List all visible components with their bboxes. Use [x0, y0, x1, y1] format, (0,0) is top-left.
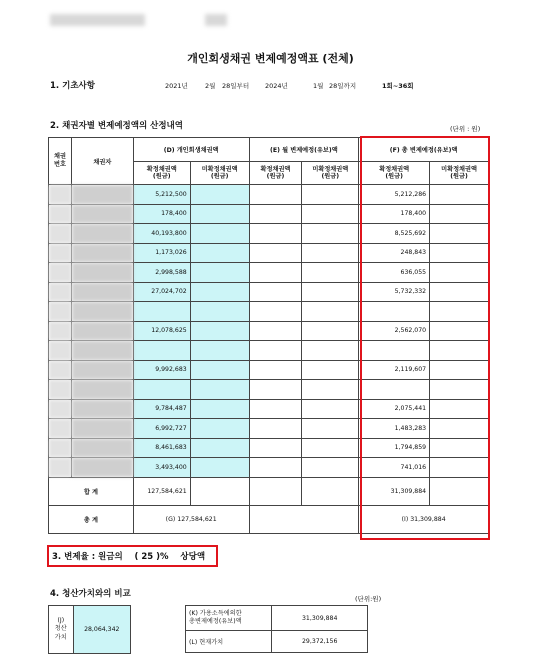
row-creditor [71, 282, 133, 302]
row-f-confirmed: 2,119,607 [359, 360, 430, 380]
row-e-confirmed [249, 341, 302, 361]
row-creditor [71, 458, 133, 478]
row-d-confirmed: 12,078,625 [133, 321, 190, 341]
highlight-column-F [360, 136, 490, 540]
row-d-confirmed: 9,784,487 [133, 399, 190, 419]
row-number [49, 243, 72, 263]
row-d-unconfirmed [190, 204, 249, 224]
row-number [49, 438, 72, 458]
row-d-unconfirmed [190, 243, 249, 263]
subtotal-d: 127,584,621 [133, 477, 190, 505]
row-e-confirmed [249, 321, 302, 341]
row-e-unconfirmed [302, 360, 359, 380]
row-number [49, 321, 72, 341]
row-number [49, 458, 72, 478]
row-creditor [71, 419, 133, 439]
row-creditor [71, 438, 133, 458]
row-d-confirmed: 178,400 [133, 204, 190, 224]
page-title: 개인회생채권 변제예정액표 (전체) [187, 52, 354, 65]
row-e-confirmed [249, 399, 302, 419]
row-f-confirmed: 8,525,692 [359, 224, 430, 244]
period-end-month: 1월 [313, 82, 324, 90]
row-d-unconfirmed [190, 263, 249, 283]
row-creditor [71, 341, 133, 361]
row-number [49, 341, 72, 361]
header-E: (E) 월 변제예정(유보)액 [249, 138, 359, 162]
row-d-unconfirmed [190, 185, 249, 205]
row-e-confirmed [249, 360, 302, 380]
row-creditor [71, 204, 133, 224]
row-creditor [71, 321, 133, 341]
row-d-confirmed: 40,193,800 [133, 224, 190, 244]
row-f-confirmed: 178,400 [359, 204, 430, 224]
row-d-unconfirmed [190, 438, 249, 458]
row-number [49, 185, 72, 205]
row-number [49, 419, 72, 439]
header-D-confirmed: 확정채권액 (원금) [133, 162, 190, 185]
row-d-unconfirmed [190, 224, 249, 244]
row-e-unconfirmed [302, 302, 359, 322]
row-e-confirmed [249, 282, 302, 302]
row-e-unconfirmed [302, 399, 359, 419]
row-number [49, 282, 72, 302]
header-D: (D) 개인회생채권액 [133, 138, 249, 162]
header-F-confirmed: 확정채권액 (원금) [359, 162, 430, 185]
row-d-unconfirmed [190, 419, 249, 439]
row-f-confirmed: 1,794,859 [359, 438, 430, 458]
row-d-confirmed: 3,493,400 [133, 458, 190, 478]
row-d-unconfirmed [190, 399, 249, 419]
section-3-rate: 3. 변제율 : 원금의 ( 25 )% 상당액 [52, 552, 206, 562]
row-e-confirmed [249, 380, 302, 400]
row-e-confirmed [249, 204, 302, 224]
section-2-title: 2. 채권자별 변제예정액의 산정내역 [50, 121, 183, 131]
liquidation-value: 28,064,342 [73, 606, 130, 654]
row-d-unconfirmed [190, 380, 249, 400]
row-e-confirmed [249, 185, 302, 205]
period-end-day: 28일까지 [329, 82, 357, 90]
row-e-unconfirmed [302, 341, 359, 361]
row-d-unconfirmed [190, 282, 249, 302]
liquidation-label: (J) 청산 가치 [49, 606, 74, 654]
header-E-unconfirmed: 미확정채권액 (원금) [302, 162, 359, 185]
row-d-unconfirmed [190, 321, 249, 341]
redacted-header-left [50, 14, 145, 26]
row-creditor [71, 185, 133, 205]
row-creditor [71, 380, 133, 400]
row-creditor [71, 243, 133, 263]
header-D-unconfirmed: 미확정채권액 (원금) [190, 162, 249, 185]
row-creditor [71, 263, 133, 283]
row-f-confirmed: 248,843 [359, 243, 430, 263]
k-value: 31,309,884 [272, 606, 368, 631]
row-e-unconfirmed [302, 380, 359, 400]
row-e-confirmed [249, 438, 302, 458]
row-e-confirmed [249, 263, 302, 283]
section-4-title: 4. 청산가치와의 비교 [50, 589, 131, 599]
row-d-unconfirmed [190, 360, 249, 380]
row-e-unconfirmed [302, 263, 359, 283]
period-start-day: 28일부터 [222, 82, 250, 90]
row-d-confirmed: 6,992,727 [133, 419, 190, 439]
row-number [49, 224, 72, 244]
row-creditor [71, 302, 133, 322]
row-number [49, 302, 72, 322]
row-f-confirmed: 636,055 [359, 263, 430, 283]
row-number [49, 263, 72, 283]
subtotal-label: 합 계 [49, 477, 134, 505]
row-d-unconfirmed [190, 341, 249, 361]
row-d-confirmed: 2,998,588 [133, 263, 190, 283]
header-number: 채권 번호 [49, 138, 72, 185]
period-end-year: 2024년 [265, 82, 288, 90]
header-E-confirmed: 확정채권액 (원금) [249, 162, 302, 185]
row-number [49, 380, 72, 400]
row-d-confirmed: 1,173,026 [133, 243, 190, 263]
header-F: (F) 총 변제예정(유보)액 [359, 138, 489, 162]
row-e-unconfirmed [302, 419, 359, 439]
row-creditor [71, 360, 133, 380]
row-e-unconfirmed [302, 321, 359, 341]
header-creditor: 채권자 [71, 138, 133, 185]
l-value: 29,372,156 [272, 631, 368, 653]
row-creditor [71, 224, 133, 244]
row-f-confirmed: 2,562,070 [359, 321, 430, 341]
row-e-unconfirmed [302, 204, 359, 224]
row-e-confirmed [249, 224, 302, 244]
subtotal-f: 31,309,884 [359, 477, 430, 505]
row-f-confirmed: 2,075,441 [359, 399, 430, 419]
row-e-unconfirmed [302, 243, 359, 263]
row-d-confirmed [133, 341, 190, 361]
comparison-table [185, 605, 368, 653]
row-f-confirmed: 741,016 [359, 458, 430, 478]
l-label: (L) 현재가치 [186, 631, 272, 653]
row-d-unconfirmed [190, 458, 249, 478]
row-e-unconfirmed [302, 185, 359, 205]
row-e-confirmed [249, 419, 302, 439]
row-e-confirmed [249, 302, 302, 322]
period-start-year: 2021년 [165, 82, 188, 90]
row-number [49, 399, 72, 419]
row-number [49, 360, 72, 380]
row-f-confirmed: 5,732,332 [359, 282, 430, 302]
row-e-unconfirmed [302, 282, 359, 302]
total-g: (G) 127,584,621 [133, 505, 249, 533]
row-d-unconfirmed [190, 302, 249, 322]
row-d-confirmed: 8,461,683 [133, 438, 190, 458]
row-e-unconfirmed [302, 438, 359, 458]
redacted-header-mid [205, 14, 227, 26]
unit-label-2: (단위:원) [355, 595, 382, 603]
row-e-confirmed [249, 243, 302, 263]
row-e-confirmed [249, 458, 302, 478]
row-creditor [71, 399, 133, 419]
total-i: (I) 31,309,884 [359, 505, 489, 533]
row-d-confirmed: 27,024,702 [133, 282, 190, 302]
row-d-confirmed: 5,212,500 [133, 185, 190, 205]
period-start-month: 2월 [205, 82, 216, 90]
total-label: 총 계 [49, 505, 134, 533]
row-number [49, 204, 72, 224]
unit-label: (단위 : 원) [450, 125, 481, 133]
k-label: (K) 가용소득에의한 총변제예정(유보)액 [186, 606, 272, 631]
header-F-unconfirmed: 미확정채권액 (원금) [430, 162, 489, 185]
row-f-confirmed: 1,483,283 [359, 419, 430, 439]
period-rounds: 1회~36회 [382, 82, 414, 90]
section-1-title: 1. 기초사항 [50, 81, 95, 91]
row-f-confirmed: 5,212,286 [359, 185, 430, 205]
row-d-confirmed [133, 380, 190, 400]
row-d-confirmed [133, 302, 190, 322]
row-e-unconfirmed [302, 458, 359, 478]
liquidation-table [48, 605, 131, 654]
row-e-unconfirmed [302, 224, 359, 244]
row-d-confirmed: 9,992,683 [133, 360, 190, 380]
